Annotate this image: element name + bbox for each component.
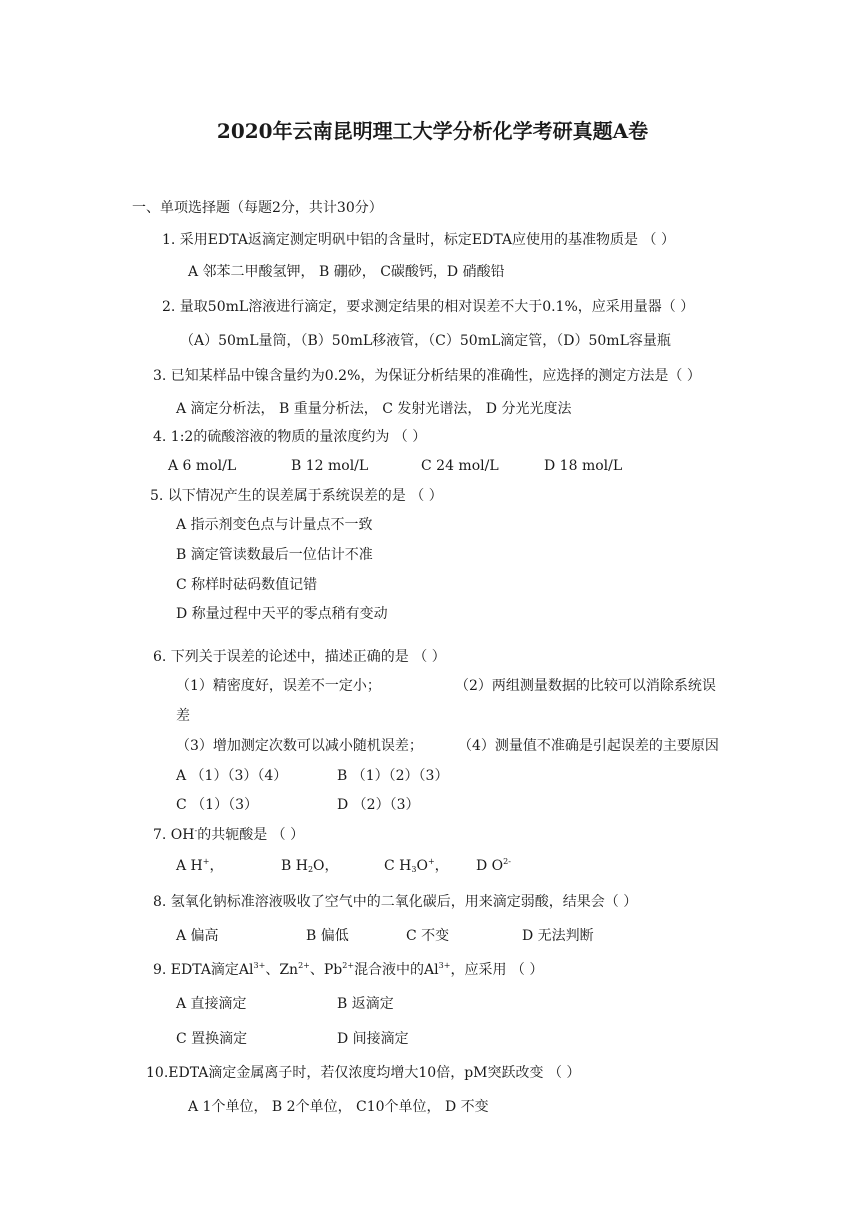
question-8-option-c: C 不变 [406, 928, 450, 944]
question-6-option-c: C （1）（3） [176, 797, 258, 813]
question-8-option-b: B 偏低 [306, 928, 349, 944]
question-7-stem: 7. OH-的共轭酸是 （ ） [153, 826, 305, 843]
question-8-option-a: A 偏高 [176, 928, 219, 944]
question-6-statement-1: （1）精密度好，误差不一定小； [176, 678, 381, 694]
question-7-option-d: D $O^{2-}$ [476, 857, 511, 874]
question-4-option-b: B 12 mol/L [291, 458, 369, 474]
question-10-stem: 10.EDTA滴定金属离子时，若仅浓度均增大10倍，pM突跃改变 （ ） [146, 1065, 581, 1081]
question-5-option-b: B 滴定管读数最后一位估计不准 [176, 547, 373, 563]
question-4-option-c: C 24 mol/L [421, 458, 499, 474]
question-8-stem: 8. 氢氧化钠标准溶液吸收了空气中的二氧化碳后，用来滴定弱酸，结果会（ ） [153, 894, 638, 910]
document-title: 2020年云南昆明理工大学分析化学考研真题A卷 [216, 119, 649, 143]
question-9-stem: 9. EDTA滴定$Al^{3+}$、$Zn^{2+}$、$Pb^{2+}$混合液中的$Al^{3+}$，应采用 （ ） [153, 961, 544, 978]
question-7-option-b: B $H_2O$， [281, 858, 339, 874]
question-8-option-d: D 无法判断 [522, 928, 594, 944]
question-6-statement-2-continued: 差 [176, 708, 190, 724]
question-2-stem: 2. 量取50mL溶液进行滴定，要求测定结果的相对误差不大于0.1%，应采用量器（ ） [162, 299, 695, 315]
question-9-option-c: C 置换滴定 [176, 1031, 248, 1047]
question-6-statement-2: （2）两组测量数据的比较可以消除系统误 [455, 678, 716, 694]
question-5-stem: 5. 以下情况产生的误差属于系统误差的是 （ ） [150, 488, 443, 504]
question-4-option-d: D 18 mol/L [544, 458, 623, 474]
question-2-options: （A）50mL量筒，（B）50mL移液管，（C）50mL滴定管，（D）50mL容量瓶 [180, 333, 671, 349]
question-5-option-a: A 指示剂变色点与计量点不一致 [176, 517, 373, 533]
question-6-statement-4: （4）测量值不准确是引起误差的主要原因 [458, 738, 719, 754]
section-heading: 一、单项选择题（每题2分，共计30分） [132, 200, 383, 216]
question-1-stem: 1. 采用EDTA返滴定测定明矾中铝的含量时，标定EDTA应使用的基准物质是 （ ） [162, 232, 675, 248]
question-4-option-a: A 6 mol/L [168, 458, 237, 474]
question-6-stem: 6. 下列关于误差的论述中，描述正确的是 （ ） [153, 649, 446, 665]
question-3-stem: 3. 已知某样品中镍含量约为0.2%，为保证分析结果的准确性，应选择的测定方法是（ ） [153, 368, 701, 384]
question-4-stem: 4. 1:2的硫酸溶液的物质的量浓度约为 （ ） [153, 429, 427, 445]
question-7-option-a: A H+， [176, 857, 224, 874]
question-6-option-b: B （1）（2）（3） [337, 768, 449, 784]
question-3-options: A 滴定分析法， B 重量分析法， C 发射光谱法， D 分光光度法 [176, 401, 572, 417]
question-5-option-d: D 称量过程中天平的零点稍有变动 [176, 606, 388, 622]
question-9-option-a: A 直接滴定 [176, 996, 247, 1012]
question-9-option-d: D 间接滴定 [337, 1031, 409, 1047]
question-6-option-a: A （1）（3）（4） [176, 768, 288, 784]
question-7-option-c: C $H_3O^+$， [384, 857, 449, 874]
question-1-options: A 邻苯二甲酸氢钾， B 硼砂， C碳酸钙，D 硝酸铅 [188, 264, 505, 280]
question-6-option-d: D （2）（3） [337, 797, 420, 813]
question-10-options: A 1个单位， B 2个单位， C10个单位， D 不变 [188, 1099, 489, 1115]
question-9-option-b: B 返滴定 [337, 996, 394, 1012]
question-6-statement-3: （3）增加测定次数可以减小随机误差； [176, 738, 423, 754]
question-5-option-c: C 称样时砝码数值记错 [176, 577, 318, 593]
